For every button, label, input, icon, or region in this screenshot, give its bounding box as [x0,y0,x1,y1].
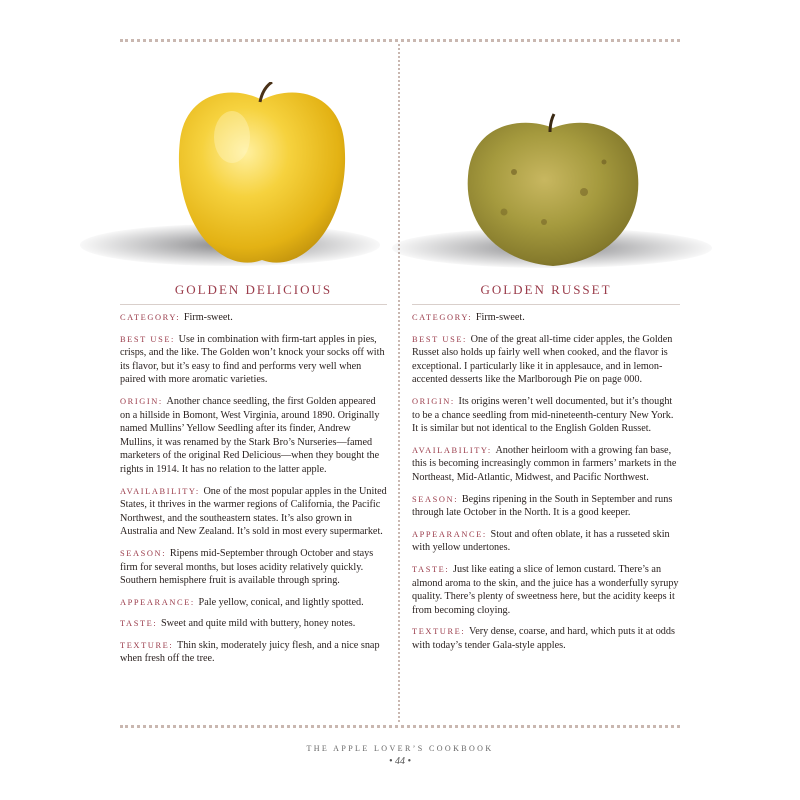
golden-russet-apple-image [464,112,642,272]
appearance-text: Pale yellow, conical, and lightly spotted. [198,596,364,608]
golden-russet-photo [412,44,680,274]
category-label: CATEGORY [120,313,177,322]
heading-rule [412,304,680,305]
best-use-label: BEST USE [412,334,464,344]
category-text: Firm-sweet. [183,312,233,323]
category-text: Firm-sweet. [475,312,525,323]
appearance-label: APPEARANCE [120,597,191,607]
taste-label: TASTE [412,564,446,574]
golden-delicious-column [120,44,387,674]
best-use-label: BEST USE [120,334,172,344]
golden-delicious-apple-image [172,82,352,282]
top-dotted-rule [120,39,680,42]
appearance-entry: APPEARANCE: Stout and often oblate, it has a russeted skin with yellow undertones. [412,528,670,554]
season-label: SEASON [120,548,163,558]
origin-entry: ORIGIN: Another chance seedling, the first Golden appeared on a hillside in Bomont, West Virginia, around 1890. Originally named Mullins’ Yellow Seedling after its finder, Andrew Mullins, it was renamed by the Stark Bro’s Nurseries—famed marketers of the original Red Delicious—when they bought the rights in 1914. It has no relation to the latter apple. [120,395,380,475]
taste-entry: TASTE: Sweet and quite mild with buttery, honey notes. [120,618,356,630]
origin-label: ORIGIN [120,396,159,406]
season-text: Ripens mid-September through October and stays firm for several months, but loses acidity relatively quickly. Southern hemisphere fruit is available through spring. [120,547,374,587]
running-footer-book-title: THE APPLE LOVER’S COOKBOOK [306,744,494,753]
availability-entry: AVAILABILITY: Another heirloom with a growing fan base, this is becoming increasingly common in farmers’ markets in the Northeast, Mid-Atlantic, Midwest, and Pacific Northwest. [412,444,677,483]
texture-entry: TEXTURE: Very dense, coarse, and hard, which puts it at odds with today’s tender Gala-style apples. [412,626,675,651]
appearance-label: APPEARANCE [412,529,483,539]
category-entry: CATEGORY: Firm-sweet. [120,312,233,323]
origin-text: Its origins weren’t well documented, but it’s thought to be a chance seedling from mid-nineteenth-century New York. It is similar but not identical to the English Golden Russet. [412,395,674,435]
texture-text: Thin skin, moderately juicy flesh, and a nice snap when fresh off the tree. [120,639,380,665]
availability-text: Another heirloom with a growing fan base, this is becoming increasingly common in farmers’ markets in the Northeast, Mid-Atlantic, Midwest, and Pacific Northwest. [412,444,677,483]
taste-label: TASTE [120,619,154,629]
availability-entry: AVAILABILITY: One of the most popular apples in the United States, it thrives in the warmer regions of California, the Pacific Northwest, and the southeastern states. It’s also grown in Australia and New Zealand. It’s sold in most every supermarket. [120,485,387,538]
apple-name-heading: GOLDEN DELICIOUS [174,282,333,297]
texture-text: Very dense, coarse, and hard, which puts it at odds with today’s tender Gala-style apples. [412,626,675,651]
appearance-entry: APPEARANCE: Pale yellow, conical, and lightly spotted. [120,596,364,608]
taste-text: Sweet and quite mild with buttery, honey notes. [161,618,356,630]
season-entry: SEASON: Begins ripening in the South in September and runs through late October in the North. It is a good keeper. [412,493,673,519]
origin-entry: ORIGIN: Its origins weren’t well documented, but it’s thought to be a chance seedling from mid-nineteenth-century New York. It is similar but not identical to the English Golden Russet. [412,395,674,435]
best-use-text: Use in combination with firm-tart apples in pies, crisps, and the like. The Golden won’t knock your socks off with its flavor, but it’s easy to find and performs very well when paired with more aromatic varieties. [120,333,385,386]
heading-rule [120,304,387,305]
appearance-text: Stout and often oblate, it has a russeted skin with yellow undertones. [412,528,670,554]
season-entry: SEASON: Ripens mid-September through October and stays firm for several months, but loses acidity relatively quickly. Southern hemisphere fruit is available through spring. [120,547,374,587]
category-entry: CATEGORY: Firm-sweet. [412,312,525,323]
golden-delicious-photo [120,44,387,274]
texture-entry: TEXTURE: Thin skin, moderately juicy flesh, and a nice snap when fresh off the tree. [120,639,380,665]
best-use-text: One of the great all-time cider apples, the Golden Russet also holds up fairly well when cooked, and the flavor is exceptional. I particularly like it in applesauce, and in lemon-accented desserts like the Marlborough Pie on page 000. [412,333,673,386]
bottom-dotted-rule [120,725,680,728]
category-label: CATEGORY [412,313,469,322]
texture-label: TEXTURE [120,640,170,650]
availability-text: One of the most popular apples in the United States, it thrives in the warmer regions of California, the Pacific Northwest, and the southeastern states. It’s also grown in Australia and New Zealand. It’s sold in most every supermarket. [120,485,387,538]
column-divider [398,44,400,722]
origin-label: ORIGIN [412,396,451,406]
taste-entry: TASTE: Just like eating a slice of lemon custard. There’s an almond aroma to the skin, and the juice has a wonderfully syrupy quality. There’s plenty of sweetness here, but the acidity keeps it from becoming cloying. [412,563,679,616]
taste-text: Just like eating a slice of lemon custard. There’s an almond aroma to the skin, and the juice has a wonderfully syrupy quality. There’s plenty of sweetness here, but the acidity keeps it from becoming cloying. [412,563,679,616]
best-use-entry: BEST USE: One of the great all-time cider apples, the Golden Russet also holds up fairly well when cooked, and the flavor is exceptional. I particularly like it in applesauce, and in lemon-accented desserts like the Marlborough Pie on page 000. [412,333,673,386]
origin-text: Another chance seedling, the first Golden appeared on a hillside in Bomont, West Virginia, around 1890. Originally named Mullins’ Yellow Seedling after its finder, Andrew Mullins, it was renamed by the Stark Bro’s Nurseries—famed marketers of the original Red Delicious—when they bought the rights in 1914. It has no relation to the latter apple. [120,395,380,475]
availability-label: AVAILABILITY [412,445,488,455]
availability-label: AVAILABILITY [120,486,196,496]
golden-russet-column [412,44,680,660]
season-text: Begins ripening in the South in September and runs through late October in the North. It is a good keeper. [412,493,673,519]
texture-label: TEXTURE [412,627,462,637]
best-use-entry: BEST USE: Use in combination with firm-tart apples in pies, crisps, and the like. The Golden won’t knock your socks off with its flavor, but it’s easy to find and performs very well when paired with more aromatic varieties. [120,333,385,386]
apple-name-heading: GOLDEN RUSSET [480,282,612,297]
season-label: SEASON [412,494,455,504]
page-number: • 44 • [388,756,411,767]
